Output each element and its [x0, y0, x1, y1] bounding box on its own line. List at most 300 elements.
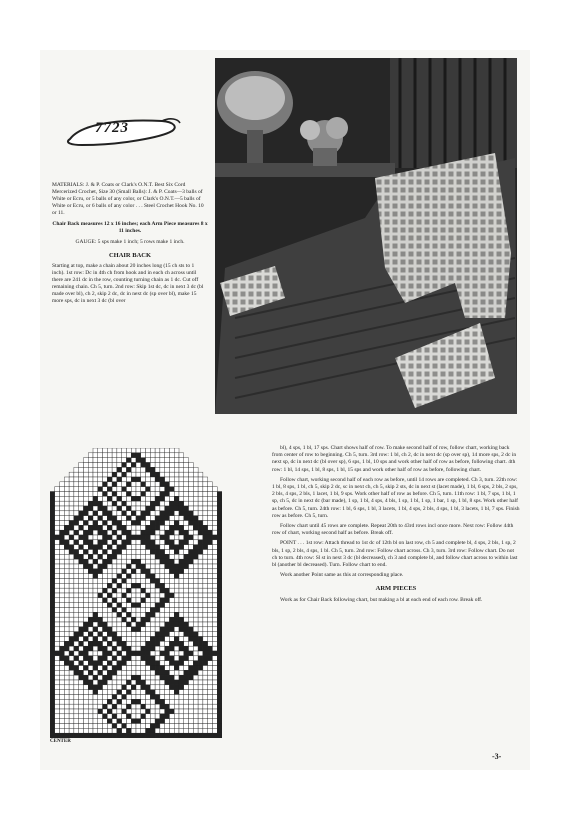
- chart-cell: [126, 598, 131, 603]
- chart-cell: [193, 695, 198, 700]
- chart-cell: [79, 608, 84, 613]
- center-label: CENTER: [50, 739, 71, 744]
- chart-cell: [131, 733, 136, 738]
- chart-cell: [131, 574, 136, 579]
- chart-cell: [184, 482, 189, 487]
- chart-cell: [179, 554, 184, 559]
- chart-cell: [160, 661, 165, 666]
- chart-cell: [112, 709, 117, 714]
- chart-cell: [179, 535, 184, 540]
- chart-cell: [69, 695, 74, 700]
- chart-cell: [55, 709, 60, 714]
- chart-cell: [88, 467, 93, 472]
- chart-cell: [136, 477, 141, 482]
- chart-cell: [107, 724, 112, 729]
- chart-cell: [117, 661, 122, 666]
- chart-cell: [193, 477, 198, 482]
- chart-cell: [79, 588, 84, 593]
- chart-cell: [141, 472, 146, 477]
- chart-cell: [93, 675, 98, 680]
- chart-cell: [93, 453, 98, 458]
- chart-cell: [174, 492, 179, 497]
- chart-cell: [131, 685, 136, 690]
- chart-cell: [136, 608, 141, 613]
- chart-cell: [107, 656, 112, 661]
- chart-cell: [122, 569, 127, 574]
- chart-cell: [136, 467, 141, 472]
- chart-cell: [64, 525, 69, 530]
- chart-cell: [217, 661, 222, 666]
- chart-cell: [88, 598, 93, 603]
- chart-cell: [174, 540, 179, 545]
- chart-cell: [112, 487, 117, 492]
- chart-cell: [107, 608, 112, 613]
- chart-cell: [193, 690, 198, 695]
- chart-cell: [174, 641, 179, 646]
- chart-cell: [136, 448, 141, 453]
- chart-cell: [122, 666, 127, 671]
- chart-cell: [184, 675, 189, 680]
- chart-cell: [208, 728, 213, 733]
- chart-cell: [141, 728, 146, 733]
- chart-cell: [146, 627, 151, 632]
- chart-cell: [117, 632, 122, 637]
- chart-cell: [136, 680, 141, 685]
- chart-cell: [79, 685, 84, 690]
- chart-cell: [136, 632, 141, 637]
- chart-cell: [64, 670, 69, 675]
- chart-cell: [155, 550, 160, 555]
- chart-cell: [131, 598, 136, 603]
- chart-cell: [122, 579, 127, 584]
- chart-cell: [212, 690, 217, 695]
- chart-cell: [64, 627, 69, 632]
- chart-cell: [126, 463, 131, 468]
- chart-cell: [112, 574, 117, 579]
- chart-cell: [112, 559, 117, 564]
- chart-cell: [103, 530, 108, 535]
- chart-cell: [141, 641, 146, 646]
- chart-cell: [88, 501, 93, 506]
- chart-cell: [193, 496, 198, 501]
- chart-cell: [83, 719, 88, 724]
- chart-cell: [212, 733, 217, 738]
- chart-cell: [122, 661, 127, 666]
- chart-cell: [189, 685, 194, 690]
- chart-cell: [98, 719, 103, 724]
- chart-cell: [126, 699, 131, 704]
- chart-cell: [107, 559, 112, 564]
- chart-cell: [146, 583, 151, 588]
- chart-cell: [169, 496, 174, 501]
- chart-cell: [79, 661, 84, 666]
- chart-cell: [193, 511, 198, 516]
- chart-cell: [83, 603, 88, 608]
- chart-cell: [179, 477, 184, 482]
- chart-cell: [79, 637, 84, 642]
- chart-cell: [98, 656, 103, 661]
- chart-cell: [179, 714, 184, 719]
- chart-cell: [64, 666, 69, 671]
- chart-cell: [174, 709, 179, 714]
- chart-cell: [93, 714, 98, 719]
- chart-cell: [189, 719, 194, 724]
- chart-cell: [79, 651, 84, 656]
- chart-cell: [103, 661, 108, 666]
- chart-cell: [165, 554, 170, 559]
- chart-cell: [131, 593, 136, 598]
- chart-cell: [193, 603, 198, 608]
- chart-cell: [165, 477, 170, 482]
- chart-cell: [107, 622, 112, 627]
- chart-cell: [74, 695, 79, 700]
- chart-cell: [103, 656, 108, 661]
- chart-cell: [88, 666, 93, 671]
- chart-cell: [212, 540, 217, 545]
- chart-cell: [83, 559, 88, 564]
- chart-cell: [117, 540, 122, 545]
- chart-cell: [117, 685, 122, 690]
- chart-cell: [212, 603, 217, 608]
- chart-cell: [126, 651, 131, 656]
- chart-cell: [184, 724, 189, 729]
- chart-cell: [189, 564, 194, 569]
- chart-cell: [203, 583, 208, 588]
- chart-cell: [69, 728, 74, 733]
- chart-cell: [193, 724, 198, 729]
- chart-cell: [122, 719, 127, 724]
- chart-cell: [103, 574, 108, 579]
- chart-cell: [74, 685, 79, 690]
- chart-cell: [208, 675, 213, 680]
- chart-cell: [93, 627, 98, 632]
- chart-cell: [136, 453, 141, 458]
- chart-cell: [169, 661, 174, 666]
- chart-cell: [112, 564, 117, 569]
- chart-cell: [160, 724, 165, 729]
- chart-cell: [131, 463, 136, 468]
- chart-cell: [64, 521, 69, 526]
- chart-cell: [98, 627, 103, 632]
- chart-cell: [212, 564, 217, 569]
- chart-cell: [155, 516, 160, 521]
- chart-cell: [160, 521, 165, 526]
- chart-cell: [131, 704, 136, 709]
- chart-cell: [74, 496, 79, 501]
- chart-cell: [193, 550, 198, 555]
- chart-cell: [155, 675, 160, 680]
- chart-cell: [184, 695, 189, 700]
- chart-cell: [60, 622, 65, 627]
- chart-cell: [174, 506, 179, 511]
- chair-back-heading: CHAIR BACK: [108, 252, 152, 259]
- chart-cell: [60, 661, 65, 666]
- chart-cell: [198, 685, 203, 690]
- chart-cell: [112, 463, 117, 468]
- chart-cell: [50, 646, 55, 651]
- chart-cell: [112, 535, 117, 540]
- chart-cell: [160, 719, 165, 724]
- chart-cell: [93, 699, 98, 704]
- chart-cell: [103, 637, 108, 642]
- chart-cell: [203, 530, 208, 535]
- chart-cell: [155, 695, 160, 700]
- chart-cell: [217, 559, 222, 564]
- chart-cell: [169, 453, 174, 458]
- chart-cell: [203, 603, 208, 608]
- chart-cell: [160, 569, 165, 574]
- chart-cell: [189, 496, 194, 501]
- chart-cell: [98, 709, 103, 714]
- chart-cell: [150, 545, 155, 550]
- chart-cell: [189, 695, 194, 700]
- chart-cell: [103, 521, 108, 526]
- chart-cell: [146, 540, 151, 545]
- chart-cell: [193, 506, 198, 511]
- chart-cell: [122, 550, 127, 555]
- chart-cell: [74, 690, 79, 695]
- chart-cell: [93, 545, 98, 550]
- chart-cell: [193, 666, 198, 671]
- chart-cell: [50, 656, 55, 661]
- chart-cell: [117, 699, 122, 704]
- chart-cell: [208, 554, 213, 559]
- chart-cell: [117, 680, 122, 685]
- chart-cell: [69, 651, 74, 656]
- chart-cell: [208, 501, 213, 506]
- chart-cell: [165, 564, 170, 569]
- chart-cell: [131, 467, 136, 472]
- chart-cell: [93, 656, 98, 661]
- chart-cell: [107, 685, 112, 690]
- chart-cell: [189, 492, 194, 497]
- chart-cell: [198, 525, 203, 530]
- chart-cell: [93, 583, 98, 588]
- chart-cell: [198, 641, 203, 646]
- chart-cell: [126, 492, 131, 497]
- chart-cell: [69, 690, 74, 695]
- chart-cell: [203, 574, 208, 579]
- chart-cell: [198, 593, 203, 598]
- chart-cell: [136, 472, 141, 477]
- chart-cell: [169, 516, 174, 521]
- chart-cell: [174, 598, 179, 603]
- chart-cell: [107, 661, 112, 666]
- chart-cell: [189, 656, 194, 661]
- chart-cell: [117, 579, 122, 584]
- chart-cell: [217, 598, 222, 603]
- chart-cell: [203, 477, 208, 482]
- chart-cell: [165, 506, 170, 511]
- chart-cell: [179, 511, 184, 516]
- chart-cell: [122, 511, 127, 516]
- chart-cell: [169, 632, 174, 637]
- chart-cell: [203, 598, 208, 603]
- chart-cell: [212, 593, 217, 598]
- chart-cell: [103, 685, 108, 690]
- chart-cell: [136, 612, 141, 617]
- chart-cell: [107, 467, 112, 472]
- chart-cell: [50, 695, 55, 700]
- chart-cell: [88, 477, 93, 482]
- chart-cell: [203, 622, 208, 627]
- chart-cell: [184, 545, 189, 550]
- chart-cell: [189, 724, 194, 729]
- chart-cell: [203, 728, 208, 733]
- chart-cell: [126, 516, 131, 521]
- chart-cell: [155, 598, 160, 603]
- chart-cell: [155, 530, 160, 535]
- chart-cell: [141, 724, 146, 729]
- chart-cell: [136, 641, 141, 646]
- chart-cell: [131, 724, 136, 729]
- chart-cell: [79, 501, 84, 506]
- chart-cell: [98, 448, 103, 453]
- chart-cell: [74, 637, 79, 642]
- chart-cell: [203, 496, 208, 501]
- chart-cell: [155, 646, 160, 651]
- chart-cell: [150, 496, 155, 501]
- chart-cell: [93, 593, 98, 598]
- chart-cell: [98, 622, 103, 627]
- chart-cell: [184, 632, 189, 637]
- chart-cell: [83, 574, 88, 579]
- chart-cell: [174, 637, 179, 642]
- chart-cell: [98, 690, 103, 695]
- chart-cell: [155, 506, 160, 511]
- chart-cell: [79, 656, 84, 661]
- chart-cell: [93, 733, 98, 738]
- chart-cell: [203, 545, 208, 550]
- chart-cell: [103, 699, 108, 704]
- chart-cell: [160, 540, 165, 545]
- chart-cell: [217, 530, 222, 535]
- chart-cell: [122, 559, 127, 564]
- chart-cell: [74, 661, 79, 666]
- chart-cell: [83, 506, 88, 511]
- chart-cell: [131, 550, 136, 555]
- chart-cell: [131, 661, 136, 666]
- chart-cell: [174, 545, 179, 550]
- chart-cell: [193, 680, 198, 685]
- chart-cell: [103, 598, 108, 603]
- chart-cell: [155, 579, 160, 584]
- chart-cell: [150, 733, 155, 738]
- chart-cell: [60, 690, 65, 695]
- chart-cell: [126, 661, 131, 666]
- chart-cell: [74, 583, 79, 588]
- chart-cell: [103, 550, 108, 555]
- chart-cell: [179, 627, 184, 632]
- chart-cell: [146, 501, 151, 506]
- chart-cell: [184, 704, 189, 709]
- chart-cell: [112, 719, 117, 724]
- chart-cell: [69, 593, 74, 598]
- chart-cell: [169, 448, 174, 453]
- chart-cell: [79, 612, 84, 617]
- chart-cell: [79, 545, 84, 550]
- chart-cell: [155, 583, 160, 588]
- chart-cell: [179, 685, 184, 690]
- chart-cell: [98, 516, 103, 521]
- chart-cell: [141, 521, 146, 526]
- chart-cell: [117, 593, 122, 598]
- chart-cell: [150, 690, 155, 695]
- chart-cell: [98, 487, 103, 492]
- chart-cell: [74, 733, 79, 738]
- chart-cell: [169, 511, 174, 516]
- chart-cell: [141, 588, 146, 593]
- chart-cell: [103, 467, 108, 472]
- chart-cell: [169, 574, 174, 579]
- chart-cell: [74, 564, 79, 569]
- chart-cell: [83, 583, 88, 588]
- chart-cell: [208, 685, 213, 690]
- chart-cell: [150, 728, 155, 733]
- chart-cell: [112, 496, 117, 501]
- chart-cell: [169, 646, 174, 651]
- chart-cell: [146, 675, 151, 680]
- chart-cell: [217, 554, 222, 559]
- chart-cell: [208, 661, 213, 666]
- chart-cell: [217, 612, 222, 617]
- chart-cell: [64, 492, 69, 497]
- chart-cell: [50, 608, 55, 613]
- chart-cell: [141, 501, 146, 506]
- chart-cell: [169, 714, 174, 719]
- chart-cell: [60, 603, 65, 608]
- chart-cell: [136, 637, 141, 642]
- chart-cell: [93, 724, 98, 729]
- chart-cell: [83, 714, 88, 719]
- chart-cell: [55, 680, 60, 685]
- chart-cell: [122, 496, 127, 501]
- chart-cell: [189, 709, 194, 714]
- chart-cell: [169, 525, 174, 530]
- chart-cell: [208, 598, 213, 603]
- chart-cell: [155, 559, 160, 564]
- chart-cell: [88, 608, 93, 613]
- chart-cell: [74, 709, 79, 714]
- chart-cell: [217, 685, 222, 690]
- chart-cell: [50, 564, 55, 569]
- chart-cell: [60, 559, 65, 564]
- chart-cell: [50, 583, 55, 588]
- chart-cell: [122, 535, 127, 540]
- chart-cell: [50, 699, 55, 704]
- chart-cell: [131, 487, 136, 492]
- chart-cell: [50, 632, 55, 637]
- chart-cell: [55, 632, 60, 637]
- chart-cell: [212, 506, 217, 511]
- chart-cell: [107, 704, 112, 709]
- chart-cell: [141, 617, 146, 622]
- chart-cell: [198, 612, 203, 617]
- chart-cell: [165, 593, 170, 598]
- chart-cell: [126, 472, 131, 477]
- chart-cell: [117, 506, 122, 511]
- chart-cell: [179, 521, 184, 526]
- chart-cell: [103, 448, 108, 453]
- chart-cell: [74, 651, 79, 656]
- chart-cell: [174, 496, 179, 501]
- chart-cell: [103, 675, 108, 680]
- chart-cell: [146, 612, 151, 617]
- chart-cell: [126, 453, 131, 458]
- chart-cell: [198, 583, 203, 588]
- chart-cell: [193, 661, 198, 666]
- chart-cell: [88, 632, 93, 637]
